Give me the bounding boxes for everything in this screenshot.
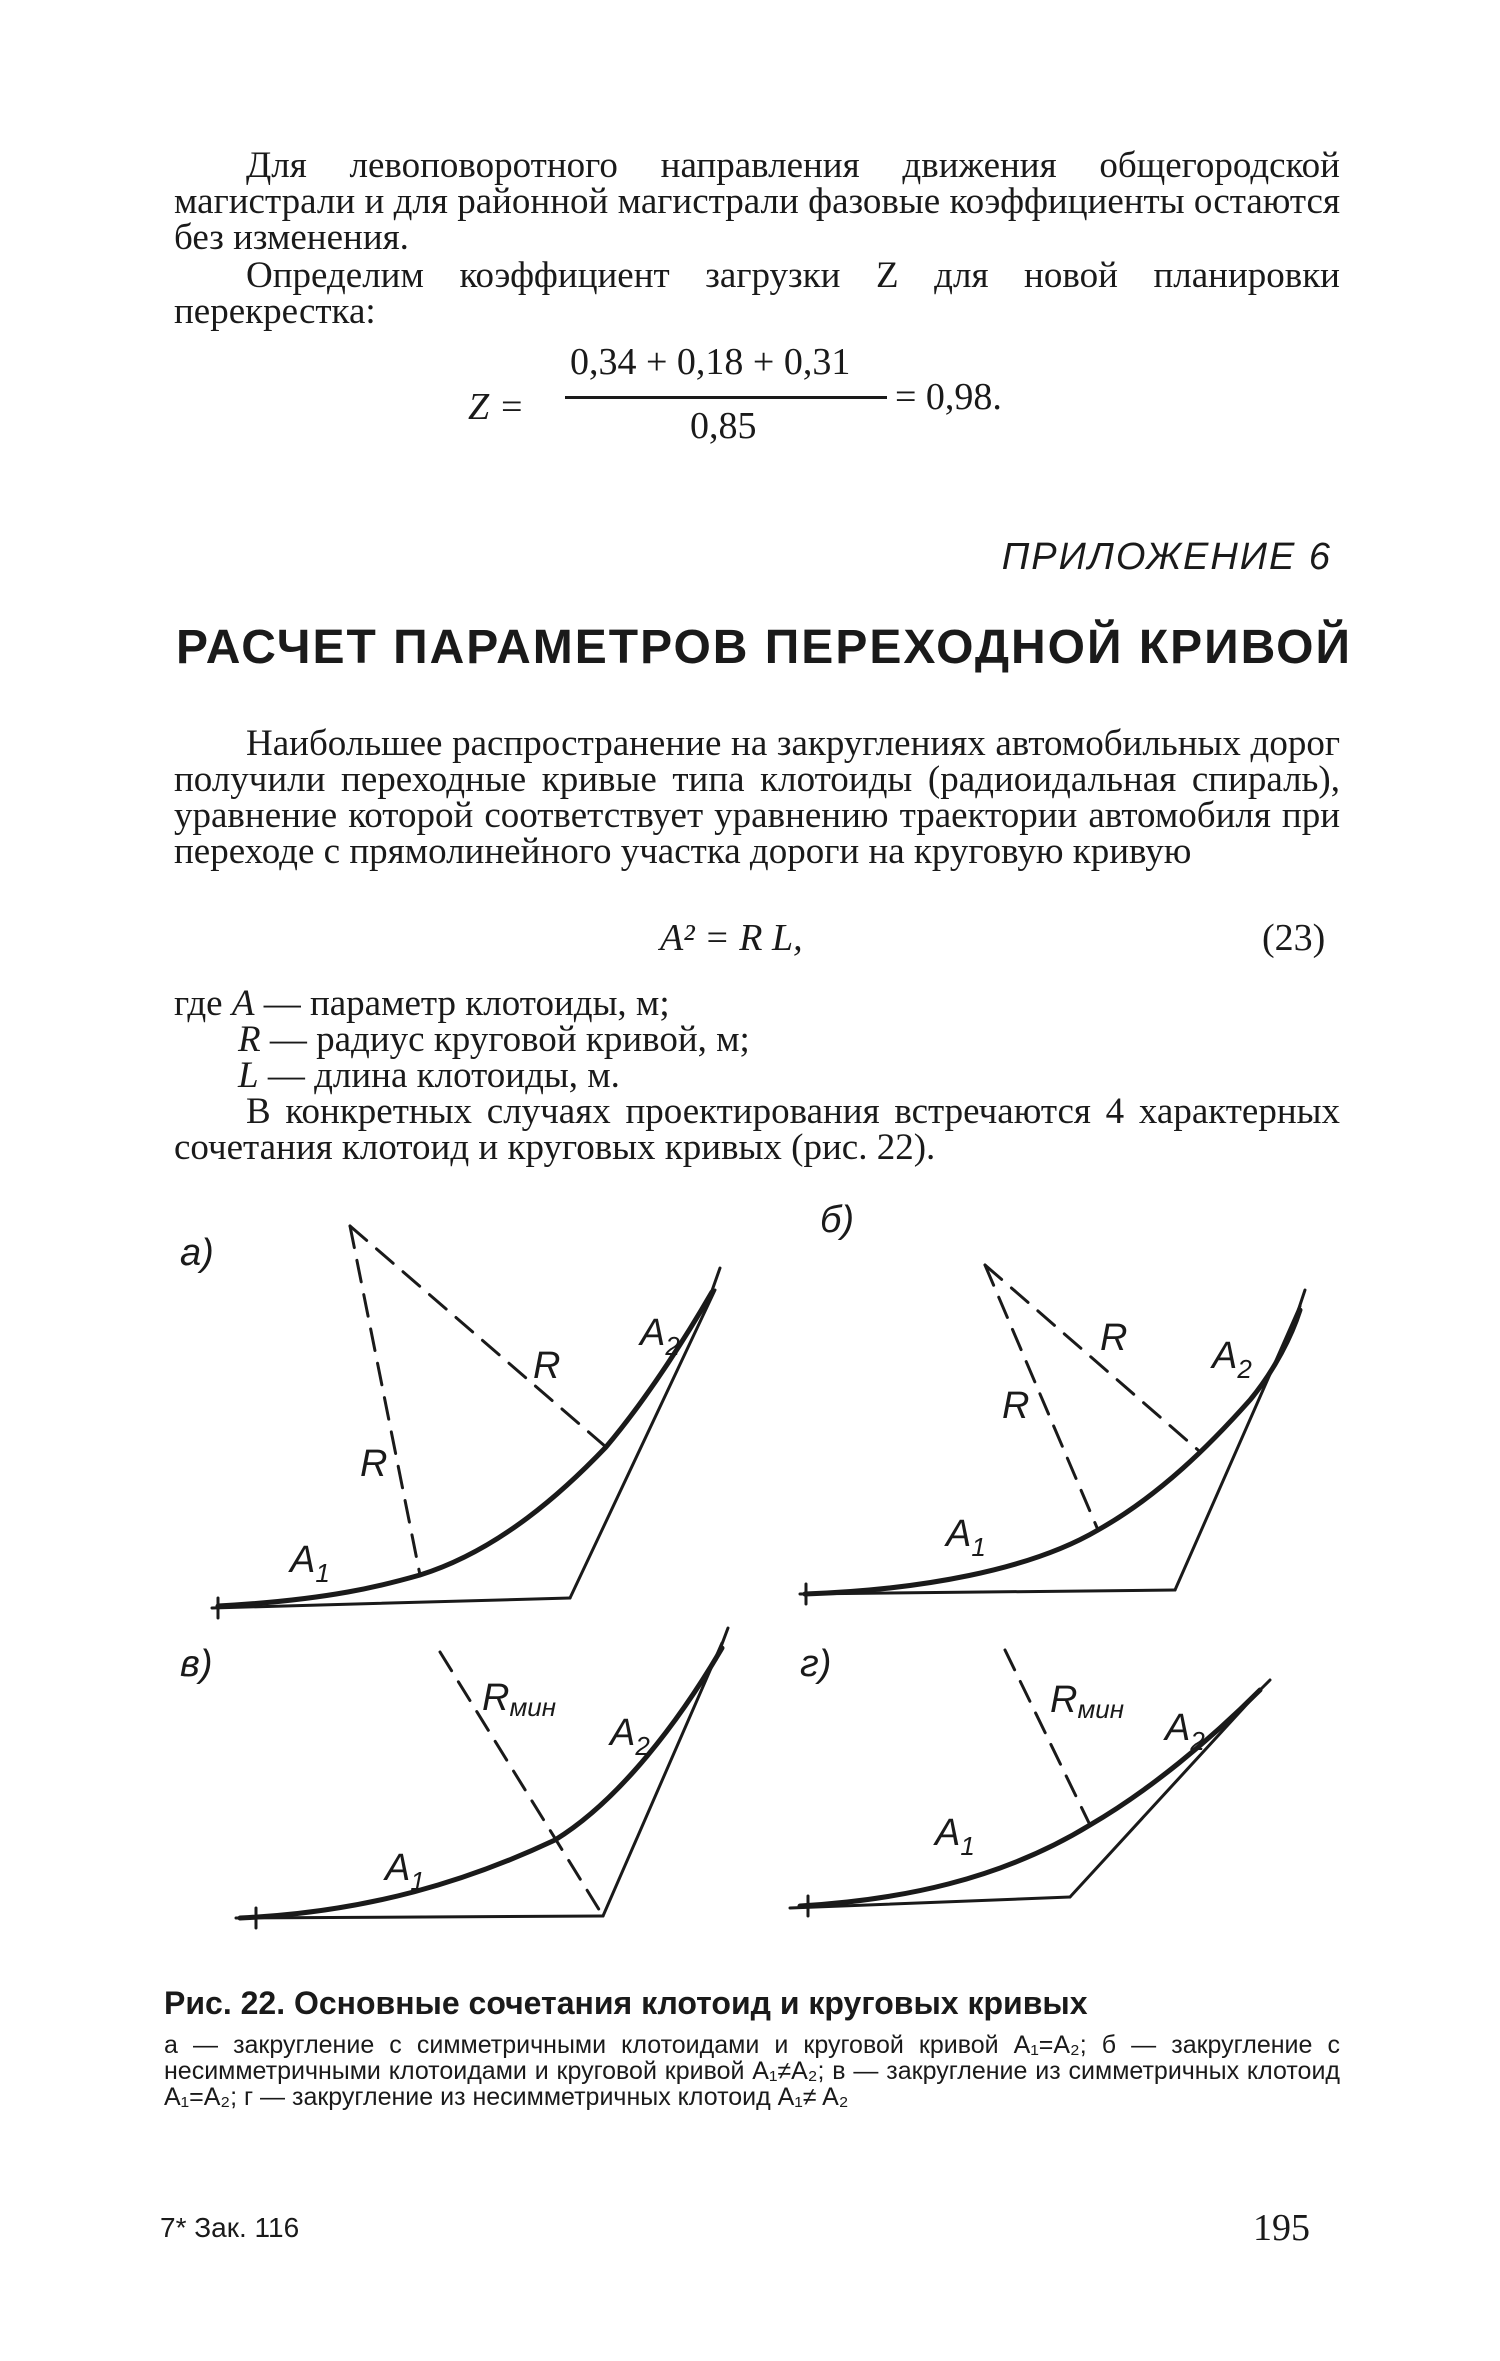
definition-l-text: — длина клотоиды, м.: [267, 1055, 620, 1096]
panel-v-a2-main: A: [610, 1712, 636, 1754]
panel-g-end-tick: [1248, 1680, 1270, 1702]
panel-g-a2-main: A: [1165, 1707, 1191, 1749]
panel-g-letter: г): [800, 1643, 832, 1685]
panel-v-a2-sub: 2: [635, 1731, 650, 1761]
definition-l-symbol: L: [238, 1055, 259, 1096]
panel-b-a2-main: A: [1212, 1335, 1238, 1377]
panel-a-r-label-2: R: [360, 1443, 388, 1485]
body-paragraph-1-text: Наибольшее распространение на закруглениях автомобильных дорог получили переходные кривые типа клотоиды (радиоидальная спираль), уравнение которой соответствует уравнению траектории автомобиля при переходе с прямолинейного участка дороги на круговую кривую: [174, 723, 1340, 872]
panel-b-a1-main: A: [946, 1513, 972, 1555]
panel-v-tangent-2: [603, 1643, 722, 1916]
panel-v-rmin-sub: мин: [509, 1692, 557, 1722]
panel-g-a2-label: [1163, 1707, 1205, 1756]
definition-r-symbol: R: [238, 1019, 261, 1060]
panel-v-diagram: [236, 1628, 728, 1928]
panel-v-a1-main: A: [385, 1847, 411, 1889]
print-signature: 7* Зак. 116: [160, 2212, 300, 2243]
panel-v-a1-sub: 1: [410, 1866, 425, 1896]
formula-denominator: 0,85: [690, 405, 757, 447]
figure-caption-title: Рис. 22. Основные сочетания клотоид и круговых кривых: [164, 1985, 1088, 2021]
formula-numerator: 0,34 + 0,18 + 0,31: [570, 341, 851, 383]
formula-rhs: = 0,98.: [895, 376, 1002, 418]
panel-a-a2-sub: 2: [665, 1331, 680, 1361]
panel-a-a2-main: A: [640, 1312, 666, 1354]
panel-g-diagram: [790, 1650, 1270, 1916]
panel-v-end-tick: [716, 1628, 728, 1660]
panel-v-a2-label: [608, 1712, 650, 1761]
panel-g-rmin-main: R: [1050, 1679, 1078, 1721]
definition-r-text: — радиус круговой кривой, м;: [269, 1019, 750, 1060]
where-word: где: [174, 983, 223, 1024]
panel-b-a1-label: [944, 1513, 986, 1562]
body-paragraph-2-text: В конкретных случаях проектирования встречаются 4 характерных сочетания клотоид и круговых кривых (рис. 22).: [174, 1091, 1340, 1168]
definition-a-text: — параметр клотоиды, м;: [263, 983, 670, 1024]
formula-lhs: Z =: [468, 386, 525, 428]
panel-a-a1-label: [288, 1539, 330, 1588]
page-number: 195: [1253, 2207, 1310, 2249]
panel-a-diagram: [212, 1226, 720, 1618]
figure-caption-legend: а — закругление с симметричными клотоидами и круговой кривой A₁=A₂; б — закругление с несимметричными клотоидами и круговой кривой A₁≠A₂; в — закругление из симметричных клотоид A₁=A₂; г — закругление из несимметричных клотоид A₁≠ A₂: [164, 2031, 1340, 2111]
panel-a-end-tick: [708, 1268, 720, 1302]
definition-a-symbol: A: [231, 983, 255, 1024]
intro-paragraph-1-text: Для левоповоротного направления движения общегородской магистрали и для районной магистрали фазовые коэффициенты остаются без изменения.: [174, 145, 1340, 258]
panel-v-curve: [240, 1648, 722, 1918]
panel-b-a2-sub: 2: [1237, 1354, 1252, 1384]
intro-paragraph-2-text: Определим коэффициент загрузки Z для новой планировки перекрестка:: [174, 255, 1340, 332]
panel-g-rmin-label: [1050, 1679, 1124, 1724]
panel-g-a2-sub: 2: [1190, 1726, 1205, 1756]
panel-b-r-label-2: R: [1002, 1385, 1030, 1427]
equation-number: (23): [1262, 917, 1326, 959]
panel-g-a1-sub: 1: [960, 1831, 975, 1861]
panel-a-r-label-1: R: [533, 1345, 561, 1387]
appendix-label: ПРИЛОЖЕНИЕ 6: [1001, 536, 1332, 578]
panel-b-a1-sub: 1: [971, 1532, 986, 1562]
panel-a-a2-label: [638, 1312, 680, 1361]
panel-b-diagram: [800, 1265, 1305, 1604]
panel-g-rmin-sub: мин: [1077, 1694, 1125, 1724]
panel-b-a2-label: [1210, 1335, 1252, 1384]
panel-g-a1-label: [933, 1812, 975, 1861]
panel-b-letter: б): [820, 1199, 855, 1241]
panel-v-a1-label: [383, 1847, 425, 1896]
panel-v-rmin-main: R: [482, 1677, 510, 1719]
panel-a-a1-sub: 1: [315, 1558, 330, 1588]
panel-b-r-label-1: R: [1100, 1317, 1128, 1359]
panel-g-curve: [800, 1690, 1260, 1906]
panel-a-letter: а): [180, 1232, 214, 1274]
panel-g-radius: [1005, 1650, 1090, 1825]
equation-23: A² = R L,: [660, 917, 803, 959]
panel-v-letter: в): [180, 1643, 213, 1685]
section-title: РАСЧЕТ ПАРАМЕТРОВ ПЕРЕХОДНОЙ КРИВОЙ: [176, 621, 1352, 674]
panel-v-rmin-label: [482, 1677, 556, 1722]
panel-g-a1-main: A: [935, 1812, 961, 1854]
panel-a-a1-main: A: [290, 1539, 316, 1581]
